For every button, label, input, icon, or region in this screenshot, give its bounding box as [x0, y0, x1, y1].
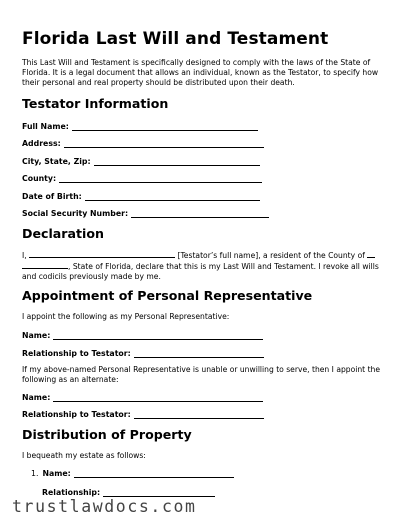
county-blank[interactable] [59, 174, 262, 183]
beneficiary-name-blank[interactable] [74, 469, 234, 478]
representative-name-blank[interactable] [53, 331, 263, 340]
date-of-birth-blank[interactable] [85, 192, 260, 201]
ssn-blank[interactable] [131, 209, 269, 218]
representative-name-label: Name: [22, 331, 51, 340]
representative-intro: I appoint the following as my Personal Representative: [22, 312, 230, 321]
address-label: Address: [22, 139, 61, 148]
alternate-relationship-field[interactable] [22, 407, 264, 419]
representative-heading: Appointment of Personal Representative [22, 288, 313, 303]
full-name-label: Full Name: [22, 122, 69, 131]
county-label: County: [22, 174, 57, 183]
city-state-zip-blank[interactable] [94, 157, 260, 166]
full-name-field[interactable] [22, 119, 258, 131]
county-name-blank[interactable] [22, 261, 68, 269]
beneficiary-name-field[interactable] [31, 466, 234, 478]
beneficiary-relationship-blank[interactable] [103, 488, 215, 497]
representative-name-field[interactable] [22, 328, 263, 340]
item-number: 1. [31, 469, 39, 478]
distribution-heading: Distribution of Property [22, 427, 192, 442]
intro-paragraph: This Last Will and Testament is specifically designed to comply with the laws of the State of Florida. It is a legal document that allows an individual, known as the Testator, to specify how their personal and real property should be distributed upon their death. [22, 58, 379, 87]
representative-relationship-field[interactable] [22, 346, 264, 358]
full-name-blank[interactable] [72, 122, 258, 131]
city-state-zip-field[interactable] [22, 154, 260, 166]
ssn-field[interactable] [22, 206, 269, 218]
declaration-paragraph: I, [Testator’s full name], a resident of the County of , State of Florida, declare that this is my Last Will and Testament. I revoke all wills and codicils previously made by me. [22, 251, 379, 281]
alternate-name-label: Name: [22, 393, 51, 402]
alternate-relationship-blank[interactable] [134, 410, 264, 419]
watermark: trustlawdocs.com [12, 497, 197, 516]
address-field[interactable] [22, 136, 264, 148]
testator-name-blank[interactable] [29, 250, 175, 258]
representative-relationship-blank[interactable] [134, 349, 264, 358]
alternate-paragraph: If my above-named Personal Representative is unable or unwilling to serve, then I appoint the following as an alternate: [22, 365, 381, 384]
testator-heading: Testator Information [22, 96, 169, 111]
ssn-label: Social Security Number: [22, 209, 129, 218]
declaration-heading: Declaration [22, 226, 104, 241]
date-of-birth-label: Date of Birth: [22, 192, 82, 201]
date-of-birth-field[interactable] [22, 189, 260, 201]
beneficiary-name-label: Name: [42, 469, 71, 478]
beneficiary-relationship-label: Relationship: [42, 488, 101, 497]
county-blank-tail[interactable] [367, 250, 375, 258]
city-state-zip-label: City, State, Zip: [22, 157, 91, 166]
alternate-relationship-label: Relationship to Testator: [22, 410, 131, 419]
distribution-intro: I bequeath my estate as follows: [22, 451, 146, 460]
address-blank[interactable] [64, 139, 264, 148]
alternate-name-field[interactable] [22, 390, 263, 402]
document-title: Florida Last Will and Testament [22, 29, 329, 49]
alternate-name-blank[interactable] [53, 393, 263, 402]
beneficiary-relationship-field[interactable] [42, 485, 215, 497]
county-field[interactable] [22, 171, 262, 183]
representative-relationship-label: Relationship to Testator: [22, 349, 131, 358]
